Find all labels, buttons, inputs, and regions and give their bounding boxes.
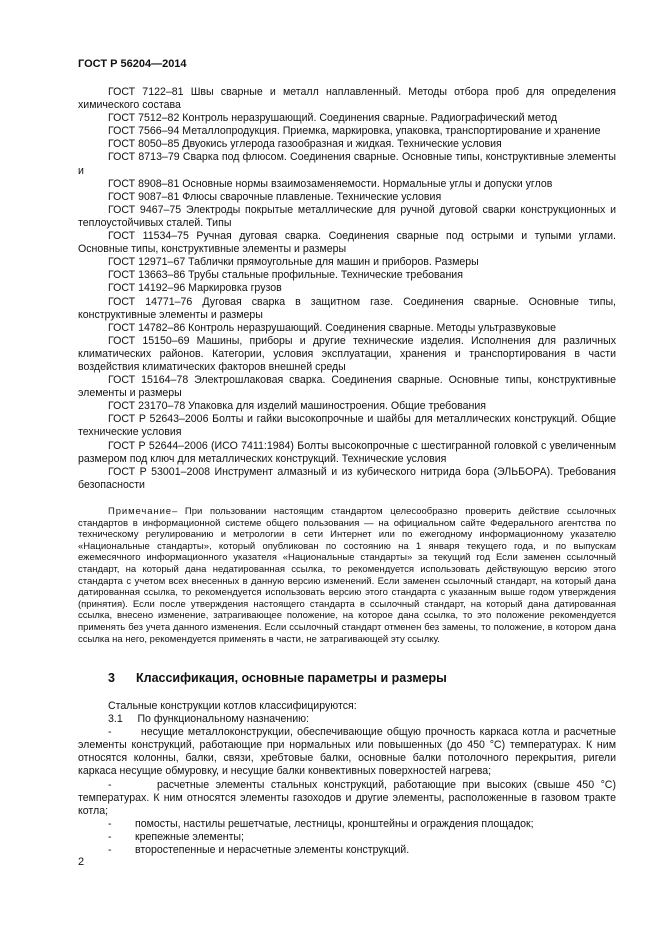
page-number: 2 — [78, 856, 85, 868]
reference-item: ГОСТ 23170–78 Упаковка для изделий машиностроения. Общие требования — [108, 400, 487, 413]
list-item-text: крепежные элементы; — [135, 830, 244, 843]
section-number: 3 — [108, 671, 115, 685]
reference-item: ГОСТ 14782–86 Контроль неразрушающий. Соединения сварные. Методы ультразвуковые — [108, 321, 556, 334]
note-text: – При пользовании настоящим стандартом целесообразно проверить действие ссылочных стандартов в информационной системе общего пользования — на официальном сайте Федерального агентства по техническому регулированию и метрологии в сети Интернет или по ежегодному информационному указателю «Национальные стандарты», который опубликован по состоянию на 1 января текущего года, и по выпускам ежемесячного информационного указателя «Национальные стандарты» за текущий год Если заменен ссылочный стандарт, на который дана недатированная ссылка, то рекомендуется использовать действующую версию этого стандарта с учетом всех внесенных в данную версию изменений. Если заменен ссылочный стандарт, на который дана датированная ссылка, то рекомендуется использовать версию этого стандарта с указанным выше годом утверждения (принятия). Если после утверждения настоящего стандарта в ссылочный стандарт, на который дана датированная ссылка, внесено изменение, затрагивающее положение, на которое дана ссылка, то это положение рекомендуется применять без учета данного изменения. Если ссылочный стандарт отменен без замены, то положение, в котором дана ссылка на него, рекомендуется применять в части, не затрагивающей эту ссылку. — [78, 506, 616, 645]
reference-item: ГОСТ 7566–94 Металлопродукция. Приемка, маркировка, упаковка, транспортирование и хранение — [108, 125, 601, 138]
reference-item: ГОСТ Р 52643–2006 Болты и гайки высокопрочные и шайбы для металлических конструкций. Общие технические условия — [78, 413, 616, 439]
reference-item: ГОСТ 11534–75 Ручная дуговая сварка. Соединения сварные под острыми и тупыми углами. Основные типы, конструктивные элементы и размеры — [78, 230, 616, 256]
list-item-text: помосты, настилы решетчатые, лестницы, кронштейны и ограждения площадок; — [135, 817, 534, 830]
reference-item: ГОСТ 9087–81 Флюсы сварочные плавленые. Технические условия — [108, 190, 442, 203]
reference-item: ГОСТ 8713–79 Сварка под флюсом. Соединения сварные. Основные типы, конструктивные элементы и — [78, 151, 616, 177]
reference-item: ГОСТ 14192–96 Маркировка грузов — [108, 282, 282, 295]
list-item-text: расчетные элементы стальных конструкций, работающие при высоких (свыше 450 °С) температурах. К ним относятся элементы газоходов и другие элементы, расположенные в газовом тракте котла; — [78, 778, 616, 817]
dash-marker: - — [108, 778, 112, 791]
list-item — [78, 818, 616, 831]
dash-marker: - — [108, 726, 112, 739]
list-item — [78, 844, 616, 857]
clause-heading: 3.1 По функциональному назначению: — [108, 713, 310, 726]
list-item — [78, 779, 616, 818]
note-label: Примечание — [108, 506, 172, 517]
dash-marker: - — [108, 844, 112, 857]
reference-item: ГОСТ 14771–76 Дуговая сварка в защитном газе. Соединения сварные. Основные типы, конструктивные элементы и размеры — [78, 295, 616, 321]
section-heading — [108, 671, 447, 685]
note-paragraph — [78, 506, 616, 645]
reference-item: ГОСТ 12971–67 Таблички прямоугольные для машин и приборов. Размеры — [108, 256, 479, 269]
reference-item: ГОСТ 7122–81 Швы сварные и металл наплавленный. Методы отбора проб для определения химического состава — [78, 86, 616, 112]
reference-item: ГОСТ 13663–86 Трубы стальные профильные. Технические требования — [108, 269, 463, 282]
list-item-text: второстепенные и нерасчетные элементы конструкций. — [135, 844, 410, 857]
list-item — [78, 831, 616, 844]
intro-paragraph: Стальные конструкции котлов классифицируются: — [108, 700, 357, 712]
list-item-text: несущие металлоконструкции, обеспечивающие общую прочность каркаса котла и расчетные элементы конструкций, работающие при нормальных или повышенных (до 450 °С) температурах. К ним относятся колонны, балки, связи, хребтовые балки, основные балки потолочного перекрытия, ригели каркаса несущие обмуровку, и несущие балки конвективных поверхностей нагрева; — [78, 726, 616, 778]
reference-item: ГОСТ 15164–78 Электрошлаковая сварка. Соединения сварные. Основные типы, конструктивные элементы и размеры — [78, 374, 616, 400]
document-header: ГОСТ Р 56204—2014 — [78, 58, 187, 70]
reference-item: ГОСТ Р 53001–2008 Инструмент алмазный и из кубического нитрида бора (ЭЛЬБОРА). Требования безопасности — [78, 465, 616, 491]
reference-item: ГОСТ 8908–81 Основные нормы взаимозаменяемости. Нормальные углы и допуски углов — [108, 177, 553, 190]
section-title: Классификация, основные параметры и размеры — [136, 671, 447, 685]
dash-marker: - — [108, 817, 112, 830]
reference-item: ГОСТ 8050–85 Двуокись углерода газообразная и жидкая. Технические условия — [108, 138, 502, 151]
list-item — [78, 726, 616, 778]
reference-item: ГОСТ 7512–82 Контроль неразрушающий. Соединения сварные. Радиографический метод — [108, 112, 558, 125]
dash-marker: - — [108, 830, 112, 843]
normative-references-list — [78, 86, 616, 492]
reference-item: ГОСТ 15150–69 Машины, приборы и другие технические изделия. Исполнения для различных климатических районов. Категории, условия эксплуатации, хранения и транспортирования в части воздействия климатических факторов внешней среды — [78, 334, 616, 373]
reference-item: ГОСТ Р 52644–2006 (ИСО 7411:1984) Болты высокопрочные с шестигранной головкой с увеличенным размером под ключ для металлических конструкций. Технические условия — [78, 439, 616, 465]
section-body — [78, 700, 616, 857]
reference-item: ГОСТ 9467–75 Электроды покрытые металлические для ручной дуговой сварки конструкционных и теплоустойчивых сталей. Типы — [78, 203, 616, 229]
